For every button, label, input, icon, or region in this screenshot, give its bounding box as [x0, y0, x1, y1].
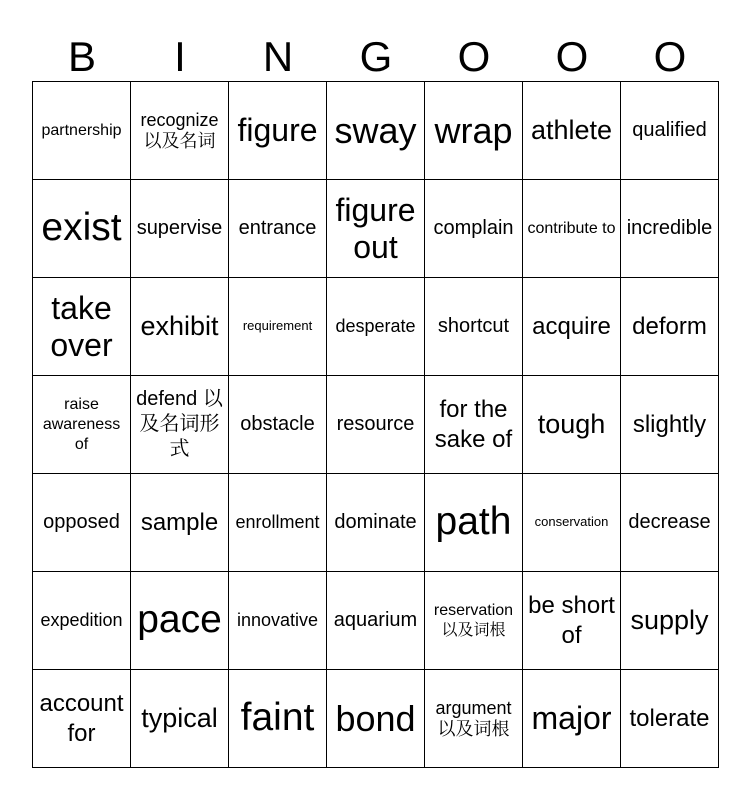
bingo-cell: resource — [327, 376, 425, 474]
bingo-cell: for the sake of — [425, 376, 523, 474]
bingo-cell: defend 以及名词形式 — [131, 376, 229, 474]
bingo-cell: wrap — [425, 82, 523, 180]
bingo-cell: acquire — [523, 278, 621, 376]
bingo-cell: decrease — [621, 474, 719, 572]
bingo-cell: exist — [33, 180, 131, 278]
bingo-cell: recognize 以及名词 — [131, 82, 229, 180]
bingo-cell: raise awareness of — [33, 376, 131, 474]
bingo-cell: innovative — [229, 572, 327, 670]
bingo-cell: tough — [523, 376, 621, 474]
bingo-cell: argument 以及词根 — [425, 670, 523, 768]
bingo-cell: pace — [131, 572, 229, 670]
header-letter: O — [457, 33, 491, 80]
bingo-cell: athlete — [523, 82, 621, 180]
bingo-cell: supervise — [131, 180, 229, 278]
bingo-cell: typical — [131, 670, 229, 768]
bingo-cell: qualified — [621, 82, 719, 180]
header-letter: O — [555, 33, 589, 80]
bingo-cell: opposed — [33, 474, 131, 572]
bingo-cell: exhibit — [131, 278, 229, 376]
bingo-cell: aquarium — [327, 572, 425, 670]
bingo-cell: figure out — [327, 180, 425, 278]
bingo-cell: requirement — [229, 278, 327, 376]
bingo-cell: expedition — [33, 572, 131, 670]
header-letter: I — [174, 33, 186, 80]
bingo-board — [32, 81, 719, 768]
bingo-cell: major — [523, 670, 621, 768]
bingo-cell: path — [425, 474, 523, 572]
bingo-cell: enrollment — [229, 474, 327, 572]
header-letter: O — [653, 33, 687, 80]
bingo-cell: be short of — [523, 572, 621, 670]
bingo-cell: tolerate — [621, 670, 719, 768]
bingo-cell: desperate — [327, 278, 425, 376]
bingo-cell: conservation — [523, 474, 621, 572]
bingo-cell: account for — [33, 670, 131, 768]
bingo-cell: supply — [621, 572, 719, 670]
bingo-cell: bond — [327, 670, 425, 768]
bingo-cell: shortcut — [425, 278, 523, 376]
bingo-cell: contribute to — [523, 180, 621, 278]
bingo-cell: incredible — [621, 180, 719, 278]
bingo-cell: complain — [425, 180, 523, 278]
bingo-cell: slightly — [621, 376, 719, 474]
bingo-cell: sway — [327, 82, 425, 180]
bingo-cell: figure — [229, 82, 327, 180]
bingo-cell: dominate — [327, 474, 425, 572]
header-letter: G — [359, 33, 393, 80]
header-letter: N — [262, 33, 294, 80]
bingo-cell: partnership — [33, 82, 131, 180]
bingo-cell: obstacle — [229, 376, 327, 474]
bingo-cell: reservation 以及词根 — [425, 572, 523, 670]
bingo-cell: take over — [33, 278, 131, 376]
bingo-cell: faint — [229, 670, 327, 768]
bingo-cell: entrance — [229, 180, 327, 278]
bingo-header — [33, 32, 719, 82]
bingo-cell: sample — [131, 474, 229, 572]
bingo-cell: deform — [621, 278, 719, 376]
header-letter: B — [67, 33, 96, 80]
